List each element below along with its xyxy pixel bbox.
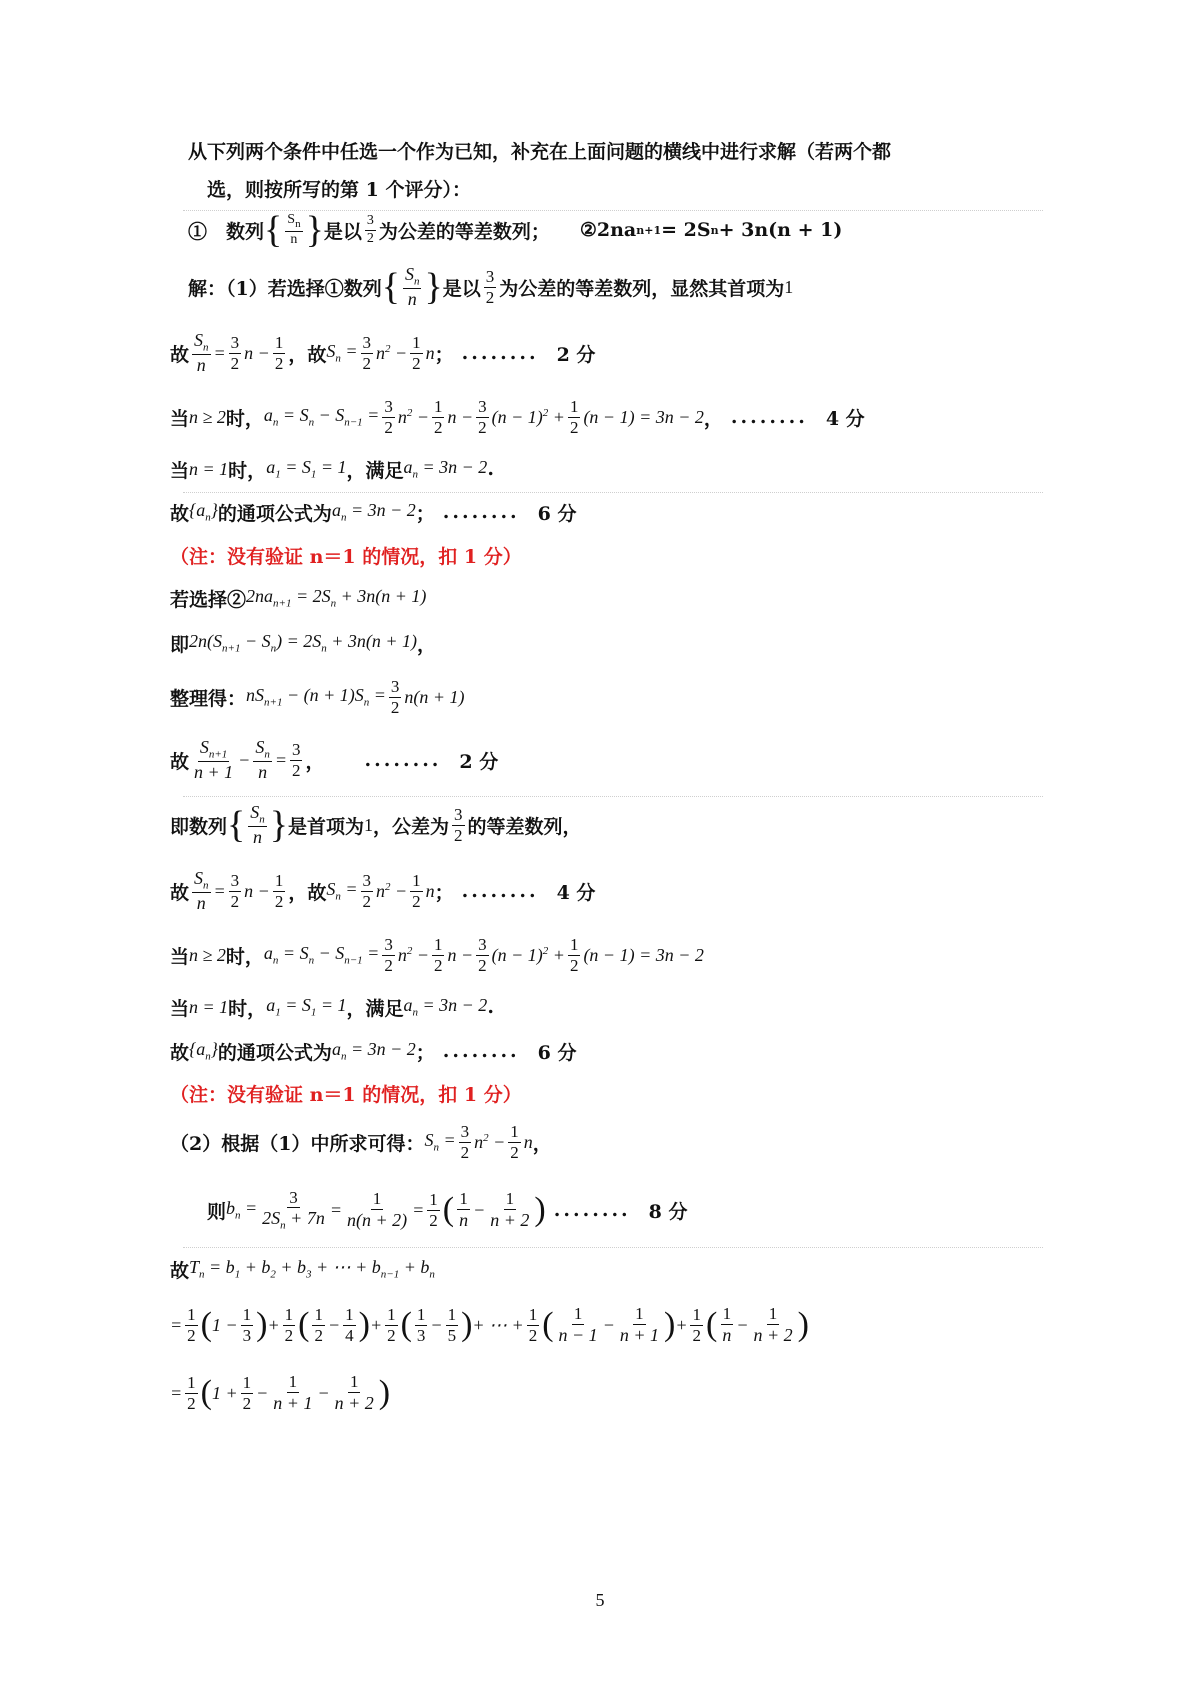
zhengli-line: 整理得： $nS_{n+1} - (n + 1)S_n$ = $\frac{3}{2}$ n(n + 1) xyxy=(170,676,465,717)
general-term-1: 故 $\{a_n\}$ 的通项公式为 $a_n = 3n - 2$ ； ........ 6 分 xyxy=(170,500,577,525)
intro-line-1: 从下列两个条件中任选一个作为已知，补充在上面问题的横线中进行求解（若两个都 xyxy=(188,141,892,163)
an-formula-1: 当 n ≥ 2 时， $a_n = S_n - S_{n-1}$ = $\frac{3}{2}$ $n^2$ − $\frac{1}{2}$ n − $\frac{3}{2}$ $(n - 1)^2$ + $\frac{1}{2}$ (n − 1) = 3n − 2 ， ........ 4 分 xyxy=(170,396,865,437)
sn-formula-1: 故 $\frac{S_n}{n}$ = $\frac{3}{2}$ n − $\frac{1}{2}$ ，故 $S_n$ = $\frac{3}{2}$ $n^2$ − $\frac{1}{2}$ n ； ........ 2 分 xyxy=(170,330,596,376)
divider xyxy=(183,796,1043,797)
note-2: （注：没有验证 n＝1 的情况，扣 1 分） xyxy=(170,1084,522,1106)
sn-formula-2: 故 $\frac{S_n}{n}$ = $\frac{3}{2}$ n − $\frac{1}{2}$ ，故 $S_n$ = $\frac{3}{2}$ $n^2$ − $\frac{1}{2}$ n ； ........ 4 分 xyxy=(170,868,596,914)
tn-sum-line: = $\frac{1}{2}$ ( 1 − $\frac{1}{3}$ ) + $\frac{1}{2}$ ( $\frac{1}{2}$ − $\frac{1}{4}$ ) + $\frac{1}{2}$ ( $\frac{1}{3}$ − $\frac{1}{5}$ ) + ⋯ + $\frac{1}{2}$ ( $\frac{1}{n - 1}$ − $\frac{1}{n + 1}$ ) + $\frac{1}{2}$ ( $\frac{1}{n}$ − $\frac{1}{n + 2}$ ) xyxy=(170,1304,809,1345)
tn-result-line: = $\frac{1}{2}$ ( 1 + $\frac{1}{2}$ − $\frac{1}{n + 1}$ − $\frac{1}{n + 2}$ ) xyxy=(170,1372,391,1413)
ratio-line: 故 $\frac{S_{n+1}}{n + 1}$ − $\frac{S_n}{n}$ = $\frac{3}{2}$ ， ........ 2 分 xyxy=(170,737,499,783)
choose-2: 若选择② $2na_{n+1} = 2S_n + 3n(n + 1)$ xyxy=(170,586,427,611)
note-1: （注：没有验证 n＝1 的情况，扣 1 分） xyxy=(170,546,522,568)
divider xyxy=(183,492,1043,493)
an-formula-2: 当 n ≥ 2 时， $a_n = S_n - S_{n-1}$ = $\frac{3}{2}$ $n^2$ − $\frac{1}{2}$ n − $\frac{3}{2}$ $(n - 1)^2$ + $\frac{1}{2}$ (n − 1) = 3n − 2 xyxy=(170,934,704,975)
tn-line: 故 $T_n = b_1 + b_2 + b_3$ + ⋯ + $b_{n-1} + b_n$ xyxy=(170,1257,435,1282)
ji-line: 即 $2n(S_{n+1} - S_n) = 2S_n + 3n(n + 1)$ ， xyxy=(170,631,437,656)
n1-check-2: 当 n = 1 时， $a_1 = S_1 = 1$ ，满足 $a_n = 3n - 2$ . xyxy=(170,995,494,1020)
intro-line-2: 选，则按所写的第 1 个评分）： xyxy=(207,179,471,201)
general-term-2: 故 $\{a_n\}$ 的通项公式为 $a_n = 3n - 2$ ； ........ 6 分 xyxy=(170,1039,577,1064)
n1-check-1: 当 n = 1 时， $a_1 = S_1 = 1$ ，满足 $a_n = 3n - 2$ . xyxy=(170,457,494,482)
bn-line: 则 $b_n$ = $\frac{3}{2S_n + 7n}$ = $\frac{1}{n(n + 2)}$ = $\frac{1}{2}$ ( $\frac{1}{n}$ − $\frac{1}{n + 2}$ ) ........ 8 分 xyxy=(207,1187,688,1232)
shulie-line: 即数列 { $\frac{S_n}{n}$ } 是首项为 1 ，公差为 $\frac{3}{2}$ 的等差数列， xyxy=(170,802,582,848)
part2-intro: （2）根据（1）中所求可得： $S_n$ = $\frac{3}{2}$ $n^2$ − $\frac{1}{2}$ n ， xyxy=(170,1121,552,1162)
divider xyxy=(183,1247,1043,1248)
part1-intro: 解：（1）若选择①数列 { $\frac{S_n}{n}$ } 是以 $\frac{3}{2}$ 为公差的等差数列，显然其首项为 1 xyxy=(188,264,794,310)
conditions-line: ① 数列 { $\frac{S_n}{n}$ } 是以 $\frac{3}{2}$ 为公差的等差数列； ②2na n+1 = 2S n + 3n(n + 1) xyxy=(188,209,843,251)
page-number: 5 xyxy=(595,1590,605,1610)
